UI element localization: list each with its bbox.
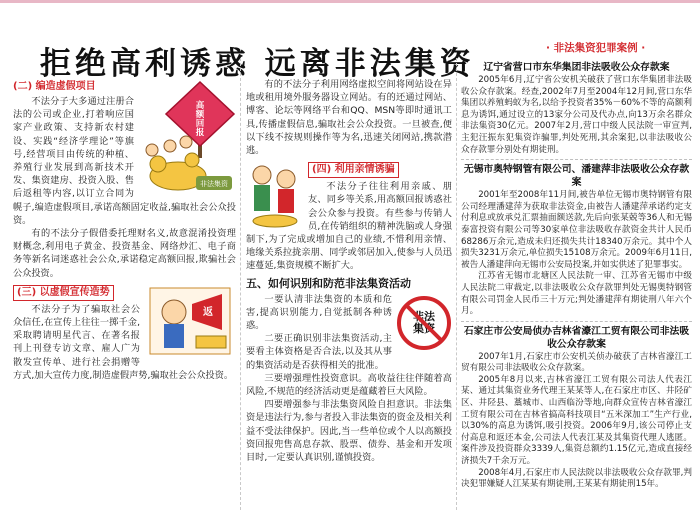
case-2-paragraph-2: 江苏省无锡市北塘区人民法院一审、江苏省无锡市中级人民法院二审裁定,以非法吸收公众存款罪判处无锡奥特钢管有限公司罚金人民币三十万元;判处潘建萍有期徒刑八年六个月。 — [461, 271, 692, 317]
bag-label: 非法集资 — [200, 180, 228, 188]
middle-column — [246, 78, 452, 514]
section-5-title: 五、如何识别和防范非法集资活动 — [246, 276, 411, 290]
section-4-paragraph-1: 不法分子往往利用亲戚、朋友、同乡等关系,用高额回报诱惑社会公众参与投资。有些参与传销人员,在传销组织的精神洗脑或人身强制下,为了完成或增加自己的业绩,不惜利用亲情、地缘关系拉拢亲朋、同学或邻居加入,使参与人员迅速蔓延,集资规模不断扩大。 — [246, 181, 452, 272]
high-return-cartoon — [138, 80, 236, 198]
case-separator-2 — [461, 321, 692, 322]
case-2-title: 无锡市奥特钢管有限公司、潘建萍非法吸收公众存款案 — [463, 164, 690, 189]
right-column — [461, 58, 692, 514]
section-2-paragraph-2: 有的不法分子假借委托理财名义,故意混淆投资理财概念,利用电子黄金、投资基金、网络炒汇、电子商务等新名词迷惑社会公众,承诺稳定高额回报,欺骗社会公众投资。 — [13, 228, 236, 279]
badge-text: 非法集资 — [413, 309, 435, 335]
column-divider-right — [456, 58, 457, 510]
case-3-paragraph-2: 2005年8月以来,吉林省濠江工贸有限公司法人代表江某、通过其集资业务代理王某某等人,在石家庄市区、井陉矿区、井陉县、藁城市、山西临汾等地,向群众宣传吉林省濠江工贸有限公司在吉林省搞高科技项目“五米深加工”生产行业,以30%的高息为诱饵,吸引投资。2006年9月,该公司停止支付高息和返还本金,公司法人代表江某及其集资代理人逃匿。案件涉及投资群众3339人,集资总额约1.15亿元,造成直接经济损失7千余万元。 — [461, 374, 692, 467]
case-separator-1 — [461, 159, 692, 160]
promo-tag: 返 — [203, 306, 213, 318]
section-5-paragraph-2: 二要正确识别非法集资活动,主要看主体资格是否合法,以及其从事的集资活动是否获得相关的批准。 — [246, 333, 392, 371]
high-return-illustration — [138, 80, 236, 198]
case-1-paragraph-1: 2005年6月,辽宁省公安机关破获了营口东华集团非法吸收公众存款案。经查,2002年7月至2004年12月间,营口东华集团以养殖蚂蚁为名,以给予投资者35%－60%不等的高额利息为诱饵,通过设立的13家分公司及代办点,向13万余名群众非法集资30亿元。2007年2月,营口中级人民法院一审宣判,主犯汪振东犯集资诈骗罪,判处死刑,其余案犯,以非法吸收公众存款罪分别处有期徒刑。 — [461, 75, 692, 155]
section-5-paragraph-1: 一要认清非法集资的本质和危害,提高识别能力,自觉抵制各种诱惑。 — [246, 293, 392, 332]
family-cartoon — [246, 159, 304, 229]
case-1-title: 辽宁省营口市东华集团非法吸收公众存款案 — [483, 62, 670, 73]
middle-intro-paragraph: 有的不法分子利用网络虚拟空间将网站设在异地或租用境外服务器设立网站。有的还通过网站、博客、论坛等网络平台和QQ、MSN等即时通讯工具,传播虚假信息,骗取社会公众投资。一旦被查,便以下线不按规则操作等为名,迅速关闭网站,携款潜逃。 — [246, 79, 452, 157]
case-3-paragraph-3: 2008年4月,石家庄市人民法院以非法吸收公众存款罪,判决犯罪嫌疑人江某某有期徒刑,王某某有期徒刑15年。 — [461, 467, 692, 490]
section-5-paragraph-4: 四要增强参与非法集资风险自担意识。非法集资是违法行为,参与者投入非法集资的资金及相关利益不受法律保护。因此,当一些单位或个人以高额投资回报兜售高息存款、股票、债券、基金和开发项目时,一定要认真识别,谨慎投资。 — [246, 399, 452, 464]
promo-cartoon — [144, 282, 236, 360]
top-accent-line — [0, 0, 700, 3]
section-2-paragraph-1: 不法分子大多通过注册合法的公司或企业,打着响应国家产业政策、支持新农村建设、实践“经济学理论”等旗号,经营项目由传统的种植、养殖行业发展到高新技术开发、集资建房、投资入股、售后返租等内容,以订立合同为幌子,编造虚假项目,承诺高额固定收益,骗取社会公众投资。 — [13, 96, 236, 226]
left-column — [13, 78, 236, 514]
family-illustration — [246, 159, 304, 229]
section-4-title: (四) 利用亲情诱骗 — [308, 162, 399, 178]
section-3-paragraph-1: 不法分子为了骗取社会公众信任,在宣传上往往一掷千金,采取聘请明星代言、在著名报刊上刊登专访文章、雇人广为散发宣传单、进行社会捐赠等方式,加大宣传力度,制造虚假声势,骗取社会公众投资。 — [13, 303, 234, 381]
promo-illustration — [144, 282, 236, 360]
section-2-title: (二) 编造虚假项目 — [13, 81, 96, 92]
sign-text: 高额回报 — [195, 101, 205, 138]
case-3-paragraph-1: 2007年1月,石家庄市公安机关侦办破获了吉林省濠江工贸有限公司非法吸收公众存款案。 — [461, 351, 692, 374]
section-5-paragraph-3: 三要增强理性投资意识。高收益往往伴随着高风险,不规范的经济活动更是蕴藏着巨大风险。 — [246, 372, 452, 398]
section-3-title: (三) 以虚假宣传造势 — [13, 285, 114, 301]
case-3-title: 石家庄市公安局侦办吉林省濠江工贸有限公司非法吸收公众存款案 — [463, 325, 690, 350]
no-illegal-fundraising-badge — [396, 295, 452, 351]
page-headline: 拒绝高利诱惑 远离非法集资 — [40, 46, 475, 82]
case-2-paragraph-1: 2001年至2008年11月间,被告单位无锡市奥特钢管有限公司经理潘建萍为获取非法资金,由被告人潘建萍承诺约定支付利息或放承兑汇票抽面额送款,先后向张某兢等36人和无锡泰富投资有限公司等30家单位非法吸收存款资金共计人民币68286万余元,造成未归还损失共计18340万余元。其中个人损失3231万余元,单位损失15108万余元。2009年6月11日,被告人潘建萍向无锡市公安局投案,并如实供述了犯罪事实。 — [461, 190, 692, 270]
prohibition-icon — [396, 295, 452, 351]
column-divider-left — [240, 58, 241, 510]
case-banner: · 非法集资犯罪案例 · — [546, 42, 646, 54]
